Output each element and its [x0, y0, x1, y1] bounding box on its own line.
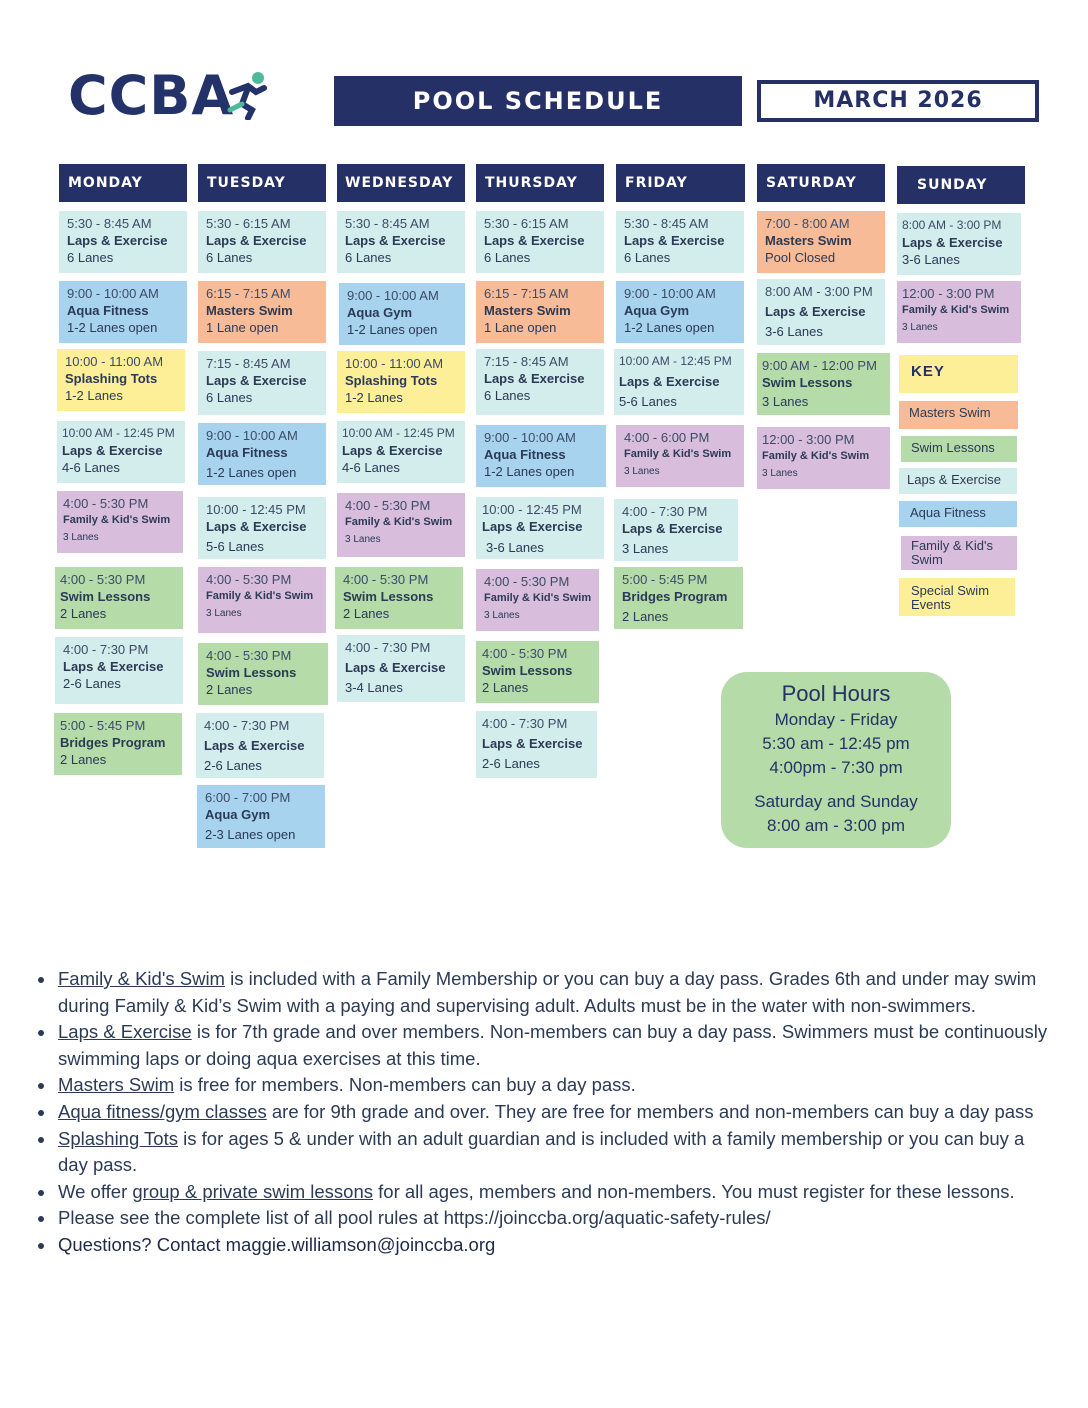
- block-lanes: 2 Lanes: [343, 606, 390, 621]
- block-lanes: 3 Lanes: [345, 534, 381, 545]
- block-time: 5:30 - 6:15 AM: [206, 216, 291, 231]
- block-lanes: 1-2 Lanes open: [484, 464, 575, 479]
- block-activity: Laps & Exercise: [619, 374, 720, 389]
- note-text: Please see the complete list of all pool rules at https://joinccba.org/aquatic-safety-rules/: [58, 1207, 771, 1229]
- block-lanes: 2 Lanes: [206, 682, 253, 697]
- note-item: [58, 1205, 1056, 1232]
- block-lanes: 6 Lanes: [206, 250, 253, 265]
- note-prefix: We offer: [58, 1180, 133, 1202]
- block-activity: Family & Kid's Swim: [206, 590, 314, 602]
- block-activity: Family & Kid's Swim: [762, 450, 870, 462]
- block-lanes: 3 Lanes: [63, 532, 99, 543]
- block-activity: Aqua Fitness: [206, 445, 288, 460]
- weekend-label: Saturday and Sunday: [754, 792, 918, 811]
- schedule-block-laps: [59, 211, 187, 273]
- schedule-block-laps: [476, 497, 604, 559]
- block-time: 4:00 - 5:30 PM: [345, 498, 431, 513]
- note-item: [58, 966, 1056, 1019]
- block-time: 5:30 - 8:45 AM: [345, 216, 430, 231]
- block-activity: Splashing Tots: [345, 373, 438, 388]
- block-activity: Laps & Exercise: [482, 519, 583, 534]
- block-lanes: 1-2 Lanes: [345, 390, 403, 405]
- ccba-logo: [68, 66, 234, 126]
- logo-text: CCBA: [68, 64, 235, 127]
- block-activity: Laps & Exercise: [342, 443, 443, 458]
- schedule-block-laps: [476, 711, 597, 778]
- block-lanes: 2 Lanes: [482, 680, 529, 695]
- block-time: 5:30 - 8:45 AM: [624, 216, 709, 231]
- schedule-block-laps: [337, 421, 465, 483]
- block-time: 4:00 - 5:30 PM: [63, 496, 149, 511]
- block-time: 9:00 - 10:00 AM: [484, 430, 576, 445]
- block-time: 8:00 AM - 3:00 PM: [902, 218, 1002, 232]
- block-activity: Swim Lessons: [482, 663, 573, 678]
- block-time: 8:00 AM - 3:00 PM: [765, 284, 873, 299]
- block-activity: Aqua Gym: [624, 303, 690, 318]
- block-time: 10:00 AM - 12:45 PM: [62, 426, 175, 440]
- block-time: 6:15 - 7:15 AM: [484, 286, 569, 301]
- key-title: KEY: [899, 355, 1018, 393]
- note-text: for all ages, members and non-members. You must register for these lessons.: [373, 1180, 1015, 1202]
- schedule-block-aqua: [198, 423, 326, 485]
- block-lanes: 3 Lanes: [206, 608, 242, 619]
- schedule-block-family: [757, 427, 890, 489]
- note-text: is included with a Family Membership or you can buy a day pass. Grades 6th and under may swim during Family & Kid’s Swim with a paying and supervising adult. Adults must be in the water with non-swimmers.: [58, 968, 1037, 1016]
- schedule-block-laps: [337, 211, 465, 273]
- block-lanes: 3-6 Lanes: [486, 540, 544, 555]
- block-activity: Laps & Exercise: [482, 736, 583, 751]
- schedule-block-laps: [337, 635, 465, 702]
- schedule-block-family: [897, 281, 1021, 343]
- block-time: 10:00 AM - 12:45 PM: [619, 354, 732, 368]
- key-item-special: Special Swim Events: [899, 578, 1015, 616]
- schedule-block-family: [337, 493, 465, 557]
- block-lanes: 3-6 Lanes: [765, 324, 823, 339]
- block-lanes: 2-6 Lanes: [482, 756, 540, 771]
- block-activity: Swim Lessons: [206, 665, 297, 680]
- note-text: is for 7th grade and over members. Non-members can buy a day pass. Swimmers must be continuously swimming laps or doing aqua exercises at this time.: [58, 1021, 1048, 1069]
- block-time: 9:00 - 10:00 AM: [347, 288, 439, 303]
- schedule-block-laps: [196, 713, 324, 778]
- block-activity: Swim Lessons: [60, 589, 151, 604]
- schedule-block-lessons: [198, 643, 328, 705]
- block-activity: Family & Kid's Swim: [63, 514, 171, 526]
- schedule-block-lessons: [55, 567, 183, 629]
- block-time: 5:30 - 6:15 AM: [484, 216, 569, 231]
- note-item: [58, 1099, 1056, 1126]
- block-lanes: 1 Lane open: [484, 320, 557, 335]
- block-time: 10:00 AM - 12:45 PM: [342, 426, 455, 440]
- note-text: Questions? Contact maggie.williamson@joinccba.org: [58, 1233, 496, 1255]
- block-activity: Laps & Exercise: [206, 233, 307, 248]
- block-time: 5:30 - 8:45 AM: [67, 216, 152, 231]
- block-lanes: Pool Closed: [765, 250, 836, 265]
- block-activity: Laps & Exercise: [204, 738, 305, 753]
- block-time: 7:15 - 8:45 AM: [206, 356, 291, 371]
- block-activity: Laps & Exercise: [67, 233, 168, 248]
- key-item-family: Family & Kid's Swim: [901, 536, 1017, 570]
- block-lanes: 2 Lanes: [60, 752, 107, 767]
- weekday-evening-hours: 4:00pm - 7:30 pm: [769, 758, 903, 777]
- day-header-thursday: THURSDAY: [476, 164, 604, 202]
- block-lanes: 6 Lanes: [624, 250, 671, 265]
- schedule-block-laps: [476, 211, 604, 273]
- schedule-block-masters: [757, 211, 885, 273]
- block-lanes: 3 Lanes: [762, 394, 809, 409]
- note-item: [58, 1072, 1056, 1099]
- schedule-block-laps: [616, 211, 744, 273]
- block-time: 9:00 - 10:00 AM: [67, 286, 159, 301]
- block-activity: Masters Swim: [206, 303, 293, 318]
- block-activity: Laps & Exercise: [624, 233, 725, 248]
- block-lanes: 6 Lanes: [345, 250, 392, 265]
- block-time: 4:00 - 5:30 PM: [343, 572, 429, 587]
- day-header-tuesday: TUESDAY: [198, 164, 326, 202]
- schedule-block-lessons: [476, 641, 599, 703]
- schedule-block-family: [57, 491, 183, 553]
- block-lanes: 2-3 Lanes open: [205, 827, 296, 842]
- block-time: 4:00 - 5:30 PM: [206, 572, 292, 587]
- schedule-block-lessons: [335, 567, 463, 629]
- block-time: 4:00 - 7:30 PM: [482, 716, 568, 731]
- block-lanes: 4-6 Lanes: [342, 460, 400, 475]
- note-text: is free for members. Non-members can buy a day pass.: [174, 1074, 636, 1096]
- note-link[interactable]: Laps & Exercise: [58, 1021, 192, 1043]
- block-activity: Masters Swim: [484, 303, 571, 318]
- schedule-block-masters: [198, 281, 326, 343]
- block-time: 12:00 - 3:00 PM: [902, 286, 995, 301]
- block-activity: Laps & Exercise: [345, 233, 446, 248]
- block-activity: Laps & Exercise: [484, 371, 585, 386]
- block-activity: Laps & Exercise: [902, 235, 1003, 250]
- block-activity: Laps & Exercise: [206, 519, 307, 534]
- block-activity: Swim Lessons: [343, 589, 434, 604]
- block-activity: Masters Swim: [765, 233, 852, 248]
- block-activity: Aqua Fitness: [484, 447, 566, 462]
- block-time: 9:00 AM - 12:00 PM: [762, 358, 877, 373]
- block-lanes: 2-6 Lanes: [63, 676, 121, 691]
- schedule-block-aqua: [476, 425, 606, 487]
- block-activity: Bridges Program: [60, 735, 166, 750]
- day-header-monday: MONDAY: [59, 164, 187, 202]
- schedule-block-family: [616, 425, 744, 487]
- block-lanes: 5-6 Lanes: [206, 539, 264, 554]
- block-activity: Laps & Exercise: [765, 304, 866, 319]
- block-activity: Splashing Tots: [65, 371, 158, 386]
- schedule-block-tots: [337, 351, 465, 413]
- key-item-laps: Laps & Exercise: [899, 468, 1017, 494]
- block-lanes: 3-6 Lanes: [902, 252, 960, 267]
- schedule-block-bridges: [614, 567, 743, 629]
- schedule-block-aqua: [339, 283, 465, 345]
- swimmer-logo-icon: [226, 70, 272, 120]
- block-activity: Laps & Exercise: [345, 660, 446, 675]
- schedule-block-aqua: [197, 785, 325, 848]
- note-item: [58, 1126, 1056, 1179]
- schedule-block-laps: [897, 213, 1021, 275]
- note-link[interactable]: Family & Kid's Swim: [58, 968, 225, 989]
- block-activity: Aqua Gym: [205, 807, 271, 822]
- pool-hours-panel: [721, 672, 951, 848]
- notes-list: [36, 966, 1056, 1259]
- block-time: 4:00 - 5:30 PM: [484, 574, 570, 589]
- block-activity: Aqua Fitness: [67, 303, 149, 318]
- month-label: MARCH 2026: [757, 80, 1039, 122]
- block-activity: Laps & Exercise: [484, 233, 585, 248]
- block-lanes: 2-6 Lanes: [204, 758, 262, 773]
- block-activity: Swim Lessons: [762, 375, 853, 390]
- block-activity: Family & Kid's Swim: [902, 304, 1010, 316]
- schedule-block-laps: [614, 499, 738, 561]
- block-activity: Family & Kid's Swim: [624, 448, 732, 460]
- day-header-wednesday: WEDNESDAY: [337, 164, 465, 202]
- schedule-block-masters: [476, 281, 604, 343]
- block-lanes: 1-2 Lanes open: [206, 465, 297, 480]
- block-lanes: 4-6 Lanes: [62, 460, 120, 475]
- block-activity: Laps & Exercise: [62, 443, 163, 458]
- block-lanes: 3 Lanes: [484, 610, 520, 621]
- note-item: [58, 1232, 1056, 1259]
- block-lanes: 3 Lanes: [622, 541, 669, 556]
- schedule-block-tots: [57, 349, 185, 411]
- block-lanes: 3 Lanes: [624, 466, 660, 477]
- block-time: 10:00 - 12:45 PM: [206, 502, 306, 517]
- block-lanes: 6 Lanes: [484, 250, 531, 265]
- block-activity: Bridges Program: [622, 589, 728, 604]
- block-activity: Laps & Exercise: [63, 659, 164, 674]
- block-time: 9:00 - 10:00 AM: [206, 428, 298, 443]
- schedule-block-aqua: [59, 281, 187, 343]
- note-text: are for 9th grade and over. They are free for members and non-members can buy a day pass: [266, 1100, 1034, 1122]
- block-time: 10:00 - 11:00 AM: [345, 356, 444, 371]
- block-time: 4:00 - 7:30 PM: [345, 640, 431, 655]
- block-time: 4:00 - 7:30 PM: [622, 504, 708, 519]
- schedule-block-laps: [57, 421, 185, 483]
- block-time: 4:00 - 7:30 PM: [63, 642, 149, 657]
- day-header-saturday: SATURDAY: [757, 164, 885, 202]
- block-time: 4:00 - 7:30 PM: [204, 718, 290, 733]
- block-lanes: 3-4 Lanes: [345, 680, 403, 695]
- block-time: 4:00 - 6:00 PM: [624, 430, 710, 445]
- block-lanes: 3 Lanes: [902, 322, 938, 333]
- block-time: 4:00 - 5:30 PM: [206, 648, 292, 663]
- block-lanes: 5-6 Lanes: [619, 394, 677, 409]
- block-lanes: 1-2 Lanes open: [624, 320, 715, 335]
- block-time: 4:00 - 5:30 PM: [482, 646, 568, 661]
- schedule-block-laps: [55, 637, 183, 704]
- block-time: 7:00 - 8:00 AM: [765, 216, 850, 231]
- block-time: 9:00 - 10:00 AM: [624, 286, 716, 301]
- schedule-block-laps: [614, 349, 744, 415]
- block-time: 6:00 - 7:00 PM: [205, 790, 291, 805]
- block-lanes: 6 Lanes: [484, 388, 531, 403]
- weekend-hours: 8:00 am - 3:00 pm: [767, 816, 905, 835]
- block-time: 10:00 - 11:00 AM: [65, 354, 164, 369]
- block-activity: Aqua Gym: [347, 305, 413, 320]
- block-time: 12:00 - 3:00 PM: [762, 432, 855, 447]
- schedule-block-laps: [198, 351, 326, 415]
- schedule-block-bridges: [54, 713, 182, 775]
- key-item-aqua: Aqua Fitness: [899, 501, 1017, 527]
- schedule-block-aqua: [616, 281, 744, 343]
- key-item-masters: Masters Swim: [899, 401, 1018, 429]
- block-activity: Family & Kid's Swim: [484, 592, 592, 604]
- schedule-block-family: [476, 569, 599, 631]
- note-link[interactable]: Splashing Tots: [58, 1127, 178, 1149]
- day-header-sunday: SUNDAY: [897, 166, 1025, 204]
- block-lanes: 1-2 Lanes open: [67, 320, 158, 335]
- day-header-friday: FRIDAY: [616, 164, 745, 202]
- note-text: is for ages 5 & under with an adult guardian and is included with a family membership or you can buy a day pass.: [58, 1127, 1025, 1176]
- block-lanes: 1 Lane open: [206, 320, 279, 335]
- schedule-block-laps: [476, 349, 604, 415]
- page-title: POOL SCHEDULE: [334, 76, 742, 126]
- block-time: 5:00 - 5:45 PM: [60, 718, 146, 733]
- note-item: [58, 1019, 1056, 1072]
- block-lanes: 6 Lanes: [67, 250, 114, 265]
- block-lanes: 1-2 Lanes: [65, 388, 123, 403]
- schedule-block-family: [198, 567, 326, 633]
- block-activity: Family & Kid's Swim: [345, 516, 453, 528]
- block-time: 6:15 - 7:15 AM: [206, 286, 291, 301]
- block-time: 10:00 - 12:45 PM: [482, 502, 582, 517]
- block-time: 5:00 - 5:45 PM: [622, 572, 708, 587]
- block-lanes: 2 Lanes: [622, 609, 669, 624]
- block-activity: Laps & Exercise: [206, 373, 307, 388]
- block-lanes: 3 Lanes: [762, 468, 798, 479]
- block-time: 4:00 - 5:30 PM: [60, 572, 146, 587]
- schedule-block-laps: [757, 279, 885, 345]
- pool-hours-title: Pool Hours: [781, 681, 891, 706]
- schedule-block-lessons: [757, 353, 890, 415]
- schedule-block-laps: [198, 497, 326, 559]
- note-link[interactable]: Aqua fitness/gym classes: [58, 1100, 267, 1122]
- key-item-lessons: Swim Lessons: [901, 436, 1017, 462]
- note-link[interactable]: group & private swim lessons: [132, 1180, 373, 1202]
- weekday-label: Monday - Friday: [774, 710, 898, 729]
- schedule-block-laps: [198, 211, 326, 273]
- block-lanes: 6 Lanes: [206, 390, 253, 405]
- note-item: [58, 1179, 1056, 1206]
- note-link[interactable]: Masters Swim: [58, 1074, 175, 1096]
- weekday-morning-hours: 5:30 am - 12:45 pm: [762, 734, 910, 753]
- block-time: 7:15 - 8:45 AM: [484, 354, 569, 369]
- block-lanes: 1-2 Lanes open: [347, 322, 438, 337]
- block-activity: Laps & Exercise: [622, 521, 723, 536]
- block-lanes: 2 Lanes: [60, 606, 107, 621]
